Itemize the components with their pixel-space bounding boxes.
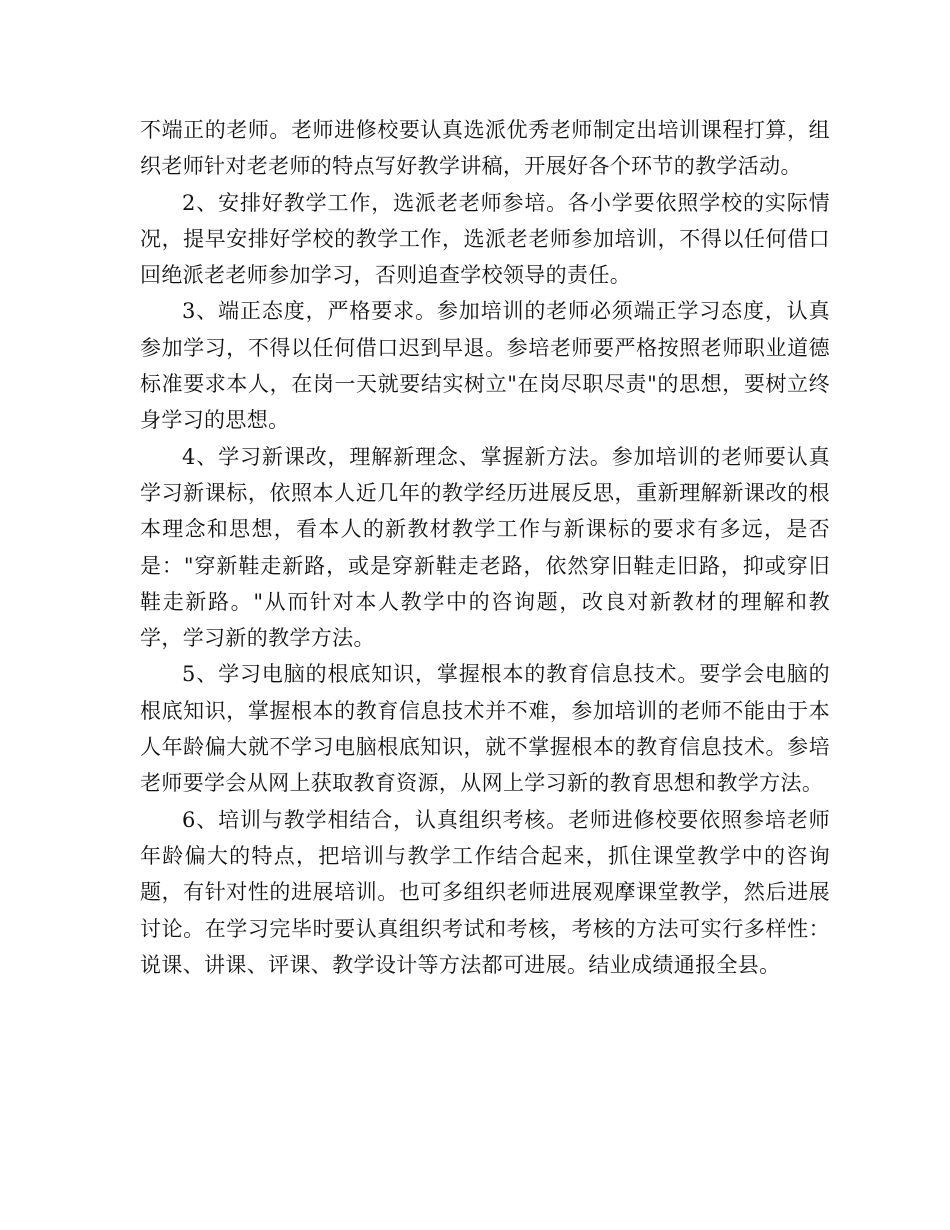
document-body <box>140 112 830 983</box>
paragraph-continuation: 不端正的老师。老师进修校要认真选派优秀老师制定出培训课程打算，组织老师针对老老师的特点写好教学讲稿，开展好各个环节的教学活动。 <box>140 118 830 179</box>
paragraph-item-2: 2、安排好教学工作，选派老老师参培。各小学要依照学校的实际情况，提早安排好学校的教学工作，选派老老师参加培训，不得以任何借口回绝派老老师参加学习，否则追查学校领导的责任。 <box>140 190 830 288</box>
paragraph-item-6: 6、培训与教学相结合，认真组织考核。老师进修校要依照参培老师年龄偏大的特点，把培训与教学工作结合起来，抓住课堂教学中的咨询题，有针对性的进展培训。也可多组织老师进展观摩课堂教学，然后进展讨论。在学习完毕时要认真组织考试和考核，考核的方法可实行多样性：说课、讲课、评课、教学设计等方法都可进展。结业成绩通报全县。 <box>140 807 830 977</box>
paragraph-item-5: 5、学习电脑的根底知识，掌握根本的教育信息技术。要学会电脑的根底知识，掌握根本的教育信息技术并不难，参加培训的老师不能由于本人年龄偏大就不学习电脑根底知识，就不掌握根本的教育信息技术。参培老师要学会从网上获取教育资源，从网上学习新的教育思想和教学方法。 <box>140 662 830 796</box>
paragraph-item-4: 4、学习新课改，理解新理念、掌握新方法。参加培训的老师要认真学习新课标，依照本人近几年的教学经历进展反思，重新理解新课改的根本理念和思想，看本人的新教材教学工作与新课标的要求有多远，是否是："穿新鞋走新路，或是穿新鞋走老路，依然穿旧鞋走旧路，抑或穿旧鞋走新路。"从而针对本人教学中的咨询题，改良对新教材的理解和教学，学习新的教学方法。 <box>140 444 830 651</box>
paragraph-item-3: 3、端正态度，严格要求。参加培训的老师必须端正学习态度，认真参加学习，不得以任何借口迟到早退。参培老师要严格按照老师职业道德标准要求本人，在岗一天就要结实树立"在岗尽职尽责"的思想，要树立终身学习的思想。 <box>140 299 830 433</box>
